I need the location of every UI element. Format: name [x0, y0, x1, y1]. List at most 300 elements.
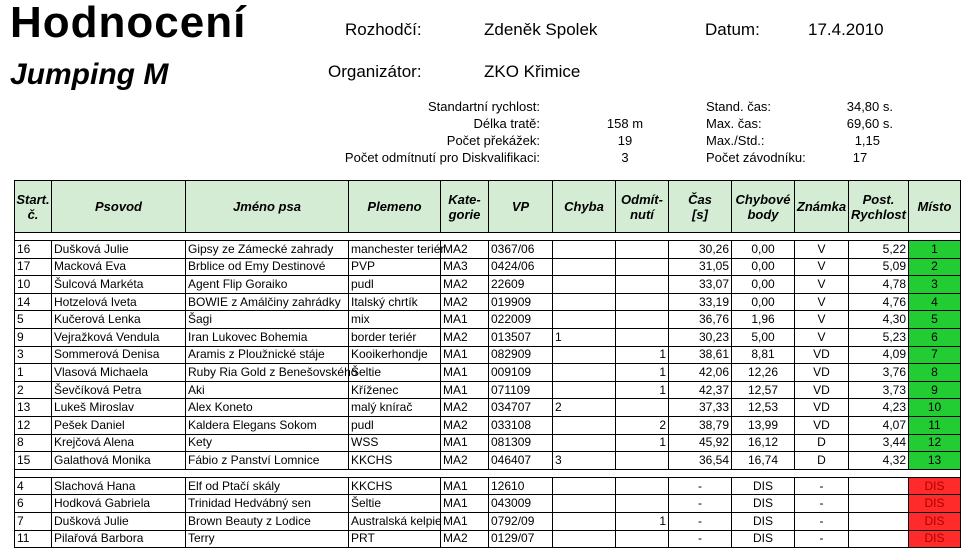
std-time-label: Stand. čas:: [706, 99, 772, 114]
competitors-label: Počet závodníku:: [706, 150, 806, 165]
spacer-cell: [795, 233, 849, 241]
cell-dog-name: Alex Koneto: [186, 399, 349, 417]
cell-place: 6: [909, 328, 961, 346]
cell-grade: V: [795, 241, 849, 259]
cell-category: MA2: [441, 452, 489, 470]
cell-penalty: 0,00: [732, 276, 795, 294]
cell-vp: 046407: [489, 452, 553, 470]
cell-breed: mix: [349, 311, 441, 329]
cell-speed: 4,76: [849, 293, 909, 311]
cell-refusals: [616, 241, 669, 259]
cell-time: -: [669, 512, 732, 530]
refusals-label: Počet odmítnutí pro Diskvalifikaci:: [344, 150, 540, 165]
cell-speed: 3,76: [849, 364, 909, 382]
cell-place: 2: [909, 258, 961, 276]
cell-refusals: 1: [616, 364, 669, 382]
cell-vp: 0129/07: [489, 530, 553, 548]
cell-vp: 0792/09: [489, 512, 553, 530]
cell-refusals: [616, 276, 669, 294]
std-speed-label: Standartní rychlost:: [428, 99, 540, 114]
table-row: [15, 276, 961, 294]
cell-place: 5: [909, 311, 961, 329]
cell-vp: 071109: [489, 381, 553, 399]
col-dog: Jméno psa: [186, 181, 349, 233]
cell-penalty: 16,12: [732, 434, 795, 452]
cell-refusals: [616, 452, 669, 470]
cell-grade: V: [795, 258, 849, 276]
cell-start-no: 14: [15, 293, 52, 311]
cell-category: MA2: [441, 416, 489, 434]
spacer-cell: [52, 233, 186, 241]
cell-start-no: 6: [15, 495, 52, 513]
cell-refusals: 1: [616, 434, 669, 452]
disqualified-row: [15, 530, 961, 548]
cell-category: MA2: [441, 276, 489, 294]
cell-breed: Italský chrtík: [349, 293, 441, 311]
competition-name: Jumping M: [10, 58, 169, 91]
length-label: Délka tratě:: [473, 116, 540, 131]
cell-dog-name: Kety: [186, 434, 349, 452]
spacer-cell: [616, 233, 669, 241]
spacer-cell: [441, 469, 489, 477]
cell-refusals: 2: [616, 416, 669, 434]
cell-dog-name: Iran Lukovec Bohemia: [186, 328, 349, 346]
cell-faults: 3: [553, 452, 616, 470]
cell-dog-name: Agent Flip Goraiko: [186, 276, 349, 294]
cell-breed: KKCHS: [349, 452, 441, 470]
cell-place: DIS: [909, 477, 961, 495]
cell-faults: [553, 311, 616, 329]
cell-vp: 013507: [489, 328, 553, 346]
spacer-cell: [909, 233, 961, 241]
col-faults: Chyba: [553, 181, 616, 233]
cell-time: 36,76: [669, 311, 732, 329]
cell-category: MA2: [441, 328, 489, 346]
ratio-value: 1,15: [854, 133, 880, 148]
cell-speed: [849, 512, 909, 530]
spacer-cell: [553, 233, 616, 241]
cell-breed: pudl: [349, 276, 441, 294]
cell-time: 38,79: [669, 416, 732, 434]
cell-category: MA1: [441, 434, 489, 452]
table-row: [15, 293, 961, 311]
cell-breed: malý knírač: [349, 399, 441, 417]
cell-handler: Hodková Gabriela: [52, 495, 186, 513]
spacer-cell: [489, 233, 553, 241]
cell-place: DIS: [909, 512, 961, 530]
cell-category: MA2: [441, 241, 489, 259]
cell-grade: -: [795, 495, 849, 513]
cell-time: 38,61: [669, 346, 732, 364]
cell-grade: VD: [795, 364, 849, 382]
cell-category: MA2: [441, 399, 489, 417]
col-penalty: Chybové body: [732, 181, 795, 233]
cell-grade: V: [795, 311, 849, 329]
cell-handler: Sommerová Denisa: [52, 346, 186, 364]
cell-grade: -: [795, 530, 849, 548]
cell-penalty: DIS: [732, 477, 795, 495]
cell-start-no: 3: [15, 346, 52, 364]
cell-faults: [553, 381, 616, 399]
cell-category: MA3: [441, 258, 489, 276]
cell-speed: 4,23: [849, 399, 909, 417]
cell-handler: Dušková Julie: [52, 512, 186, 530]
cell-dog-name: Gipsy ze Zámecké zahrady: [186, 241, 349, 259]
cell-speed: 3,73: [849, 381, 909, 399]
cell-grade: VD: [795, 416, 849, 434]
cell-time: 30,26: [669, 241, 732, 259]
spacer-cell: [489, 469, 553, 477]
cell-penalty: 8,81: [732, 346, 795, 364]
cell-breed: manchester teriér: [349, 241, 441, 259]
cell-start-no: 12: [15, 416, 52, 434]
cell-start-no: 15: [15, 452, 52, 470]
cell-dog-name: Aramis z Ploužnické stáje: [186, 346, 349, 364]
spacer-cell: [849, 469, 909, 477]
cell-vp: 022009: [489, 311, 553, 329]
cell-time: 45,92: [669, 434, 732, 452]
spacer-cell: [15, 469, 52, 477]
cell-vp: 082909: [489, 346, 553, 364]
cell-vp: 0367/06: [489, 241, 553, 259]
cell-penalty: 16,74: [732, 452, 795, 470]
table-row: [15, 364, 961, 382]
cell-category: MA1: [441, 477, 489, 495]
cell-handler: Hotzelová Iveta: [52, 293, 186, 311]
cell-faults: 1: [553, 328, 616, 346]
cell-vp: 033108: [489, 416, 553, 434]
table-row: [15, 434, 961, 452]
cell-breed: Kooikerhondje: [349, 346, 441, 364]
cell-breed: Šeltie: [349, 495, 441, 513]
cell-penalty: 0,00: [732, 293, 795, 311]
cell-grade: VD: [795, 381, 849, 399]
cell-place: 10: [909, 399, 961, 417]
cell-dog-name: Kaldera Elegans Sokom: [186, 416, 349, 434]
cell-handler: Pilařová Barbora: [52, 530, 186, 548]
spacer-cell: [186, 233, 349, 241]
cell-faults: [553, 241, 616, 259]
cell-penalty: 12,57: [732, 381, 795, 399]
cell-start-no: 9: [15, 328, 52, 346]
table-row: [15, 346, 961, 364]
cell-speed: 5,09: [849, 258, 909, 276]
cell-refusals: 1: [616, 346, 669, 364]
cell-penalty: DIS: [732, 530, 795, 548]
cell-handler: Vlasová Michaela: [52, 364, 186, 382]
disqualified-row: [15, 512, 961, 530]
cell-handler: Slachová Hana: [52, 477, 186, 495]
competitors-value: 17: [852, 150, 868, 165]
cell-grade: -: [795, 477, 849, 495]
col-breed: Plemeno: [349, 181, 441, 233]
cell-handler: Šulcová Markéta: [52, 276, 186, 294]
cell-breed: Australská kelpie: [349, 512, 441, 530]
col-start: Start. č.: [15, 181, 52, 233]
cell-handler: Kučerová Lenka: [52, 311, 186, 329]
spacer-cell: [909, 469, 961, 477]
cell-handler: Lukeš Miroslav: [52, 399, 186, 417]
cell-faults: [553, 512, 616, 530]
spacer-cell: [52, 469, 186, 477]
cell-penalty: DIS: [732, 495, 795, 513]
cell-faults: [553, 477, 616, 495]
cell-start-no: 13: [15, 399, 52, 417]
cell-vp: 22609: [489, 276, 553, 294]
cell-penalty: 12,26: [732, 364, 795, 382]
spacer-cell: [15, 233, 52, 241]
table-row: [15, 399, 961, 417]
cell-category: MA1: [441, 364, 489, 382]
cell-handler: Pešek Daniel: [52, 416, 186, 434]
obstacles-value: 19: [617, 133, 633, 148]
obstacles-label: Počet překážek:: [446, 133, 540, 148]
spacer-cell: [732, 233, 795, 241]
col-speed: Post. Rychlost: [849, 181, 909, 233]
spacer-cell: [669, 233, 732, 241]
cell-vp: 034707: [489, 399, 553, 417]
cell-place: 13: [909, 452, 961, 470]
cell-faults: [553, 416, 616, 434]
cell-refusals: [616, 311, 669, 329]
cell-refusals: [616, 293, 669, 311]
cell-dog-name: Brown Beauty z Lodice: [186, 512, 349, 530]
refusals-value: 3: [621, 150, 629, 165]
cell-start-no: 16: [15, 241, 52, 259]
cell-start-no: 5: [15, 311, 52, 329]
table-row: [15, 241, 961, 259]
cell-start-no: 10: [15, 276, 52, 294]
page-title: Hodnocení: [10, 0, 247, 47]
cell-faults: [553, 346, 616, 364]
cell-vp: 0424/06: [489, 258, 553, 276]
cell-refusals: [616, 530, 669, 548]
disqualified-row: [15, 495, 961, 513]
cell-grade: -: [795, 512, 849, 530]
cell-speed: 5,23: [849, 328, 909, 346]
cell-time: 33,07: [669, 276, 732, 294]
spacer-cell: [349, 469, 441, 477]
disqualified-row: [15, 477, 961, 495]
cell-dog-name: Šagi: [186, 311, 349, 329]
cell-faults: [553, 434, 616, 452]
table-row: [15, 328, 961, 346]
cell-breed: WSS: [349, 434, 441, 452]
cell-penalty: 12,53: [732, 399, 795, 417]
cell-speed: 4,30: [849, 311, 909, 329]
table-row: [15, 416, 961, 434]
spacer-cell: [669, 469, 732, 477]
cell-penalty: 5,00: [732, 328, 795, 346]
cell-refusals: 1: [616, 381, 669, 399]
cell-time: 36,54: [669, 452, 732, 470]
results-table: [14, 180, 961, 548]
cell-refusals: [616, 328, 669, 346]
cell-faults: [553, 276, 616, 294]
cell-speed: 4,07: [849, 416, 909, 434]
cell-category: MA1: [441, 346, 489, 364]
cell-dog-name: Elf od Ptačí skály: [186, 477, 349, 495]
spacer-cell: [441, 233, 489, 241]
std-time-value: 34,80 s.: [846, 99, 893, 114]
cell-start-no: 17: [15, 258, 52, 276]
cell-refusals: [616, 399, 669, 417]
cell-dog-name: Trinidad Hedvábný sen: [186, 495, 349, 513]
cell-time: 33,19: [669, 293, 732, 311]
cell-breed: PVP: [349, 258, 441, 276]
cell-breed: pudl: [349, 416, 441, 434]
cell-breed: KKCHS: [349, 477, 441, 495]
cell-refusals: [616, 477, 669, 495]
cell-penalty: DIS: [732, 512, 795, 530]
spacer-cell: [795, 469, 849, 477]
length-value: 158 m: [606, 116, 644, 131]
max-time-label: Max. čas:: [706, 116, 762, 131]
cell-speed: 4,78: [849, 276, 909, 294]
spacer-cell: [186, 469, 349, 477]
table-row: [15, 452, 961, 470]
spacer-cell: [349, 233, 441, 241]
cell-start-no: 2: [15, 381, 52, 399]
cell-refusals: [616, 495, 669, 513]
cell-speed: 4,32: [849, 452, 909, 470]
cell-time: 37,33: [669, 399, 732, 417]
cell-grade: D: [795, 452, 849, 470]
col-time: Čas [s]: [669, 181, 732, 233]
date-label: Datum:: [705, 20, 760, 39]
cell-start-no: 8: [15, 434, 52, 452]
cell-refusals: 1: [616, 512, 669, 530]
cell-handler: Dušková Julie: [52, 241, 186, 259]
cell-speed: 3,44: [849, 434, 909, 452]
table-header: [15, 181, 961, 233]
cell-faults: [553, 530, 616, 548]
cell-category: MA1: [441, 311, 489, 329]
cell-handler: Macková Eva: [52, 258, 186, 276]
cell-penalty: 0,00: [732, 241, 795, 259]
cell-dog-name: Terry: [186, 530, 349, 548]
cell-time: -: [669, 495, 732, 513]
cell-start-no: 7: [15, 512, 52, 530]
spacer-row: [15, 469, 961, 477]
cell-handler: Krejčová Alena: [52, 434, 186, 452]
cell-start-no: 4: [15, 477, 52, 495]
cell-faults: [553, 364, 616, 382]
table-row: [15, 311, 961, 329]
cell-category: MA1: [441, 512, 489, 530]
cell-penalty: 1,96: [732, 311, 795, 329]
judge-value: Zdeněk Spolek: [484, 20, 598, 39]
cell-breed: Kříženec: [349, 381, 441, 399]
cell-vp: 081309: [489, 434, 553, 452]
cell-time: 42,06: [669, 364, 732, 382]
cell-speed: [849, 495, 909, 513]
cell-speed: 5,22: [849, 241, 909, 259]
cell-speed: 4,09: [849, 346, 909, 364]
cell-faults: [553, 258, 616, 276]
cell-vp: 043009: [489, 495, 553, 513]
col-grade: Známka: [795, 181, 849, 233]
cell-grade: V: [795, 293, 849, 311]
col-refusals: Odmít- nutí: [616, 181, 669, 233]
cell-vp: 019909: [489, 293, 553, 311]
cell-start-no: 11: [15, 530, 52, 548]
cell-time: 42,37: [669, 381, 732, 399]
cell-dog-name: Fábio z Panství Lomnice: [186, 452, 349, 470]
cell-refusals: [616, 258, 669, 276]
cell-dog-name: Brblice od Emy Destinové: [186, 258, 349, 276]
cell-handler: Galathová Monika: [52, 452, 186, 470]
organizer-label: Organizátor:: [328, 62, 422, 81]
cell-category: MA1: [441, 381, 489, 399]
cell-category: MA1: [441, 495, 489, 513]
cell-place: 3: [909, 276, 961, 294]
cell-dog-name: BOWIE z Amálčiny zahrádky: [186, 293, 349, 311]
cell-vp: 12610: [489, 477, 553, 495]
cell-place: 4: [909, 293, 961, 311]
cell-category: MA2: [441, 293, 489, 311]
table-row: [15, 381, 961, 399]
col-vp: VP: [489, 181, 553, 233]
cell-faults: [553, 495, 616, 513]
cell-grade: VD: [795, 346, 849, 364]
cell-place: 7: [909, 346, 961, 364]
cell-dog-name: Aki: [186, 381, 349, 399]
spacer-cell: [849, 233, 909, 241]
organizer-value: ZKO Křimice: [484, 62, 581, 81]
cell-grade: V: [795, 276, 849, 294]
spacer-row: [15, 233, 961, 241]
cell-speed: [849, 477, 909, 495]
cell-place: 8: [909, 364, 961, 382]
spacer-cell: [616, 469, 669, 477]
cell-dog-name: Ruby Ria Gold z Benešovského: [186, 364, 349, 382]
cell-vp: 009109: [489, 364, 553, 382]
cell-faults: [553, 293, 616, 311]
cell-time: -: [669, 530, 732, 548]
cell-grade: VD: [795, 399, 849, 417]
cell-place: DIS: [909, 530, 961, 548]
cell-place: DIS: [909, 495, 961, 513]
col-category: Kate- gorie: [441, 181, 489, 233]
table-row: [15, 258, 961, 276]
max-time-value: 69,60 s.: [846, 116, 893, 131]
cell-penalty: 0,00: [732, 258, 795, 276]
cell-breed: Šeltie: [349, 364, 441, 382]
col-place: Místo: [909, 181, 961, 233]
cell-handler: Vejražková Vendula: [52, 328, 186, 346]
cell-place: 11: [909, 416, 961, 434]
cell-time: -: [669, 477, 732, 495]
cell-grade: V: [795, 328, 849, 346]
judge-label: Rozhodčí:: [345, 20, 422, 39]
spacer-cell: [553, 469, 616, 477]
cell-faults: 2: [553, 399, 616, 417]
cell-place: 1: [909, 241, 961, 259]
ratio-label: Max./Std.:: [706, 133, 765, 148]
spacer-cell: [732, 469, 795, 477]
cell-category: MA2: [441, 530, 489, 548]
cell-penalty: 13,99: [732, 416, 795, 434]
cell-grade: D: [795, 434, 849, 452]
cell-time: 31,05: [669, 258, 732, 276]
cell-handler: Ševčíková Petra: [52, 381, 186, 399]
cell-place: 12: [909, 434, 961, 452]
cell-speed: [849, 530, 909, 548]
col-handler: Psovod: [52, 181, 186, 233]
cell-breed: PRT: [349, 530, 441, 548]
cell-place: 9: [909, 381, 961, 399]
